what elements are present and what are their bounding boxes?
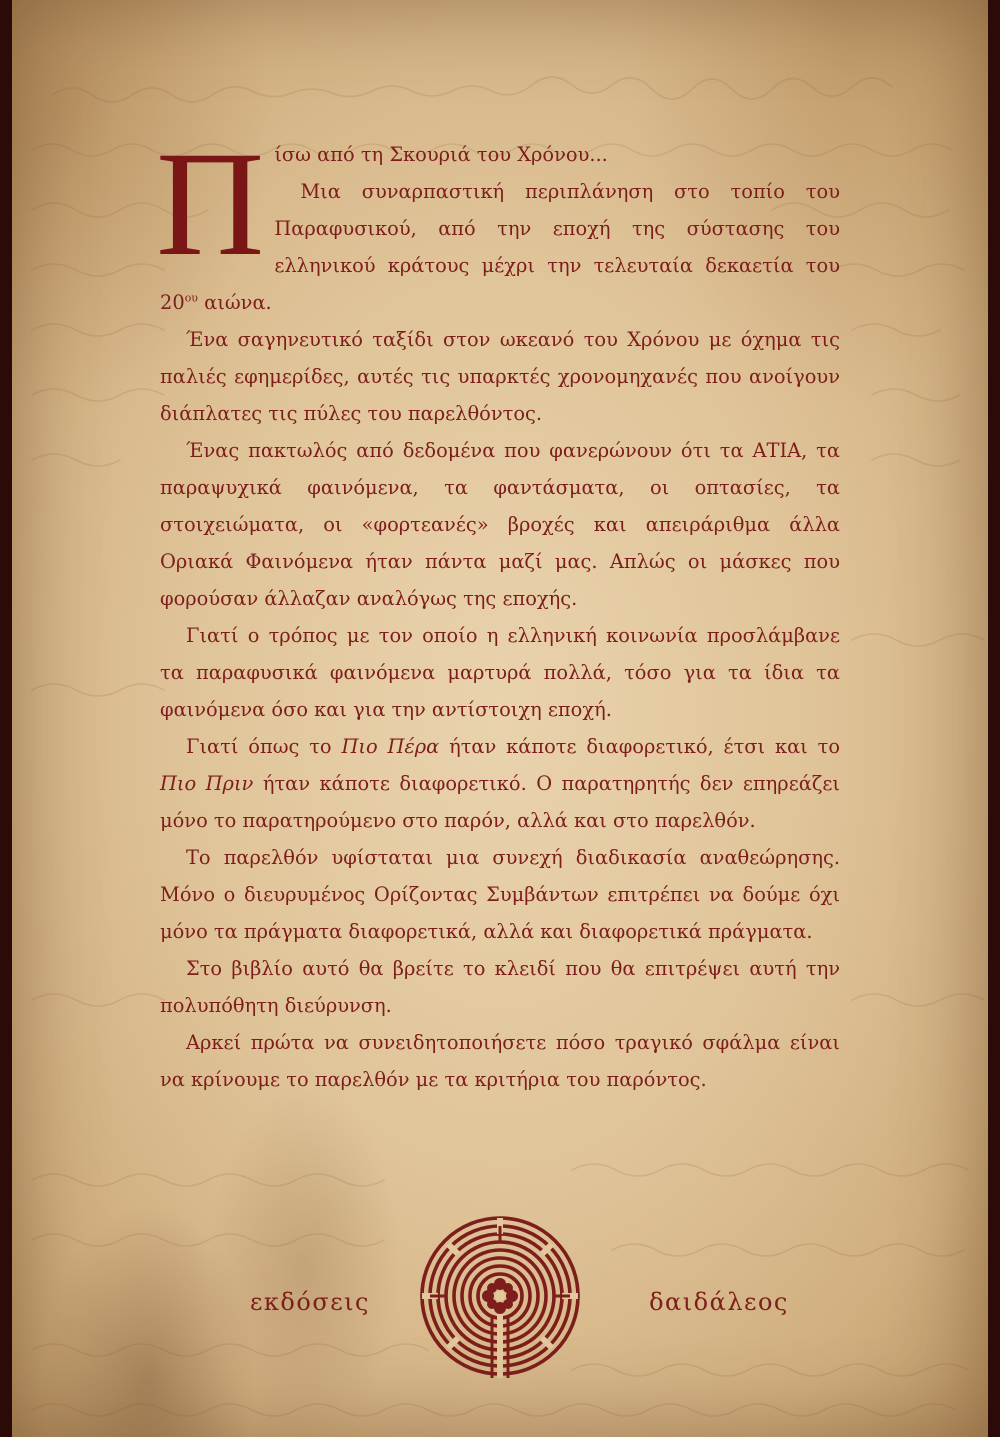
paragraph-8: Αρκεί πρώτα να συνειδητοποιήσετε πόσο τραγικό σφάλμα είναι να κρίνουμε το παρελθόν με τα κριτήρια του παρόντος. — [160, 1031, 840, 1091]
paragraph-5-emphasis-2: Πιο Πριν — [160, 772, 254, 795]
intro-body: Μια συναρπαστική περιπλάνηση στο τοπίο του Παραφυσικού, από την εποχή της σύστασης του ελληνικού κράτους μέχρι την τελευταία δεκαετία του 20 — [160, 180, 840, 314]
paragraph-3: Ένας πακτωλός από δεδομένα που φανερώνουν ότι τα ΑΤΙΑ, τα παραψυχικά φαινόμενα, τα φαντάσματα, οι οπτασίες, τα στοιχειώματα, οι «φορτεανές» βροχές και απειράριθμα άλλα Οριακά Φαινόμενα ήταν πάντα μαζί μας. Απλώς οι μάσκες που φορούσαν άλλαζαν αναλόγως της εποχής. — [160, 439, 840, 610]
paragraph-5-emphasis-1: Πιο Πέρα — [341, 735, 440, 758]
paragraph-7: Στο βιβλίο αυτό θα βρείτε το κλειδί που θα επιτρέψει αυτή την πολυπόθητη διεύρυνση. — [160, 957, 840, 1017]
paragraph-2: Ένα σαγηνευτικό ταξίδι στον ωκεανό του Χρόνου με όχημα τις παλιές εφημερίδες, αυτές τις υπαρκτές χρονομηχανές που ανοίγουν διάπλατες τις πύλες του παρελθόντος. — [160, 328, 840, 425]
paragraph-5-part-b: ήταν κάποτε διαφορετικό, έτσι και το — [439, 735, 840, 758]
publisher-right-label: δαιδάλεος — [649, 1288, 789, 1316]
paragraph-4: Γιατί ο τρόπος με τον οποίο η ελληνική κοινωνία προσλάμβανε τα παραφυσικά φαινόμενα μαρτυρά πολλά, τόσο για τα ίδια τα φαινόμενα όσο και για την αντίστοιχη εποχή. — [160, 624, 840, 721]
labyrinth-icon — [418, 1214, 582, 1378]
intro-body-end: αιώνα. — [198, 291, 272, 314]
paragraph-6: Το παρελθόν υφίσταται μια συνεχή διαδικασία αναθεώρησης. Μόνο ο διευρυμένος Ορίζοντας Συμβάντων επιτρέπει να δούμε όχι μόνο τα πράγματα διαφορετικά, αλλά και διαφορετικά πράγματα. — [160, 846, 840, 943]
intro-first-line: ίσω από τη Σκουριά του Χρόνου... — [274, 143, 608, 166]
back-cover-text — [156, 121, 840, 1098]
back-cover-page — [12, 0, 988, 1437]
paragraph-5-part-a: Γιατί όπως το — [186, 735, 342, 758]
drop-cap: Π — [156, 121, 265, 287]
publisher-left-label: εκδόσεις — [250, 1288, 370, 1316]
paragraph-intro — [156, 121, 840, 321]
superscript-ou: ου — [184, 291, 198, 305]
paragraph-5 — [160, 728, 840, 839]
paragraph-5-part-c: ήταν κάποτε διαφορετικό. Ο παρατηρητής δεν επηρεάζει μόνο το παρατηρούμενο στο παρόν, αλλά και στο παρελθόν. — [160, 772, 840, 832]
